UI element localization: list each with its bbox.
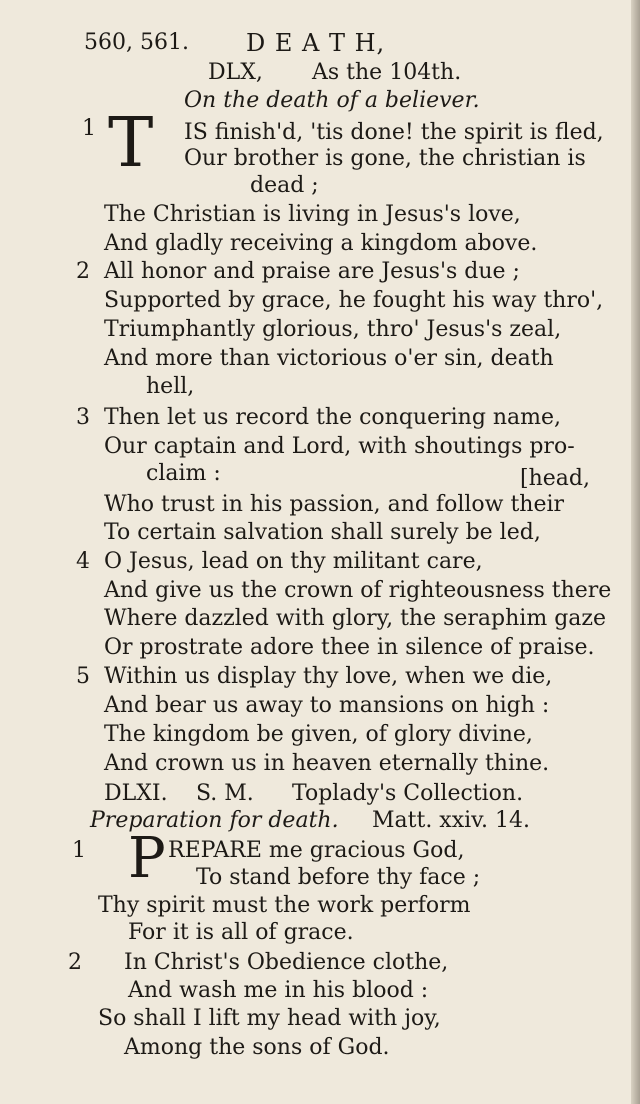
page-edge <box>631 0 640 1104</box>
verse-line: All honor and praise are Jesus's due ; <box>104 259 520 284</box>
verse-line: O Jesus, lead on thy militant care, <box>104 549 483 574</box>
hymn-tune: As the 104th. <box>312 60 462 85</box>
verse-line: Our captain and Lord, with shoutings pro- <box>104 434 575 459</box>
stanza-number: 3 <box>76 405 90 430</box>
verse-line: Or prostrate adore thee in silence of praise. <box>104 635 595 660</box>
stanza-number: 2 <box>76 259 90 284</box>
stanza-number: 1 <box>72 838 86 863</box>
verse-line: Supported by grace, he fought his way thro', <box>104 288 604 313</box>
verse-line: Among the sons of God. <box>124 1035 390 1060</box>
drop-cap: T <box>108 104 154 183</box>
verse-line: REPARE me gracious God, <box>168 838 465 863</box>
hymn-meter: S. M. <box>196 781 254 806</box>
verse-line: For it is all of grace. <box>128 920 354 945</box>
verse-line: dead ; <box>250 173 319 198</box>
verse-line: In Christ's Obedience clothe, <box>124 950 449 975</box>
hymn-number: DLXI. <box>104 781 168 806</box>
verse-line: And gladly receiving a kingdom above. <box>104 231 538 256</box>
verse-line: Thy spirit must the work perform <box>98 893 471 918</box>
hymn-title: Preparation for death. <box>90 808 339 833</box>
verse-line: Then let us record the conquering name, <box>104 405 562 430</box>
drop-cap: P <box>128 826 166 891</box>
verse-line: claim : <box>146 461 221 486</box>
verse-line: So shall I lift my head with joy, <box>98 1006 441 1031</box>
verse-line: Where dazzled with glory, the seraphim gaze <box>104 606 607 631</box>
hymn-title: On the death of a believer. <box>184 88 480 113</box>
page-numbers: 560, 561. <box>84 30 189 55</box>
verse-line: And bear us away to mansions on high : <box>104 693 550 718</box>
verse-line: [head, <box>520 466 590 491</box>
scripture-reference: Matt. xxiv. 14. <box>372 808 530 833</box>
verse-line: Within us display thy love, when we die, <box>104 664 553 689</box>
verse-line: IS finish'd, 'tis done! the spirit is fled, <box>184 120 604 145</box>
verse-line: Our brother is gone, the christian is <box>184 146 586 171</box>
stanza-number: 1 <box>82 116 96 141</box>
hymn-source: Toplady's Collection. <box>292 781 524 806</box>
stanza-number: 4 <box>76 549 90 574</box>
verse-line: And give us the crown of righteousness there <box>104 578 612 603</box>
verse-line: The kingdom be given, of glory divine, <box>104 722 533 747</box>
stanza-number: 5 <box>76 664 90 689</box>
verse-line: To stand before thy face ; <box>196 865 481 890</box>
verse-line: The Christian is living in Jesus's love, <box>104 202 521 227</box>
verse-line: To certain salvation shall surely be led, <box>104 520 541 545</box>
stanza-number: 2 <box>68 950 82 975</box>
running-title: D E A T H, <box>246 29 386 57</box>
verse-line: Who trust in his passion, and follow their <box>104 492 565 517</box>
hymn-number: DLX, <box>208 60 263 85</box>
verse-line: Triumphantly glorious, thro' Jesus's zeal, <box>104 317 562 342</box>
verse-line: And crown us in heaven eternally thine. <box>104 751 550 776</box>
verse-line: And wash me in his blood : <box>128 978 429 1003</box>
verse-line: hell, <box>146 374 195 399</box>
verse-line: And more than victorious o'er sin, death <box>104 346 554 371</box>
